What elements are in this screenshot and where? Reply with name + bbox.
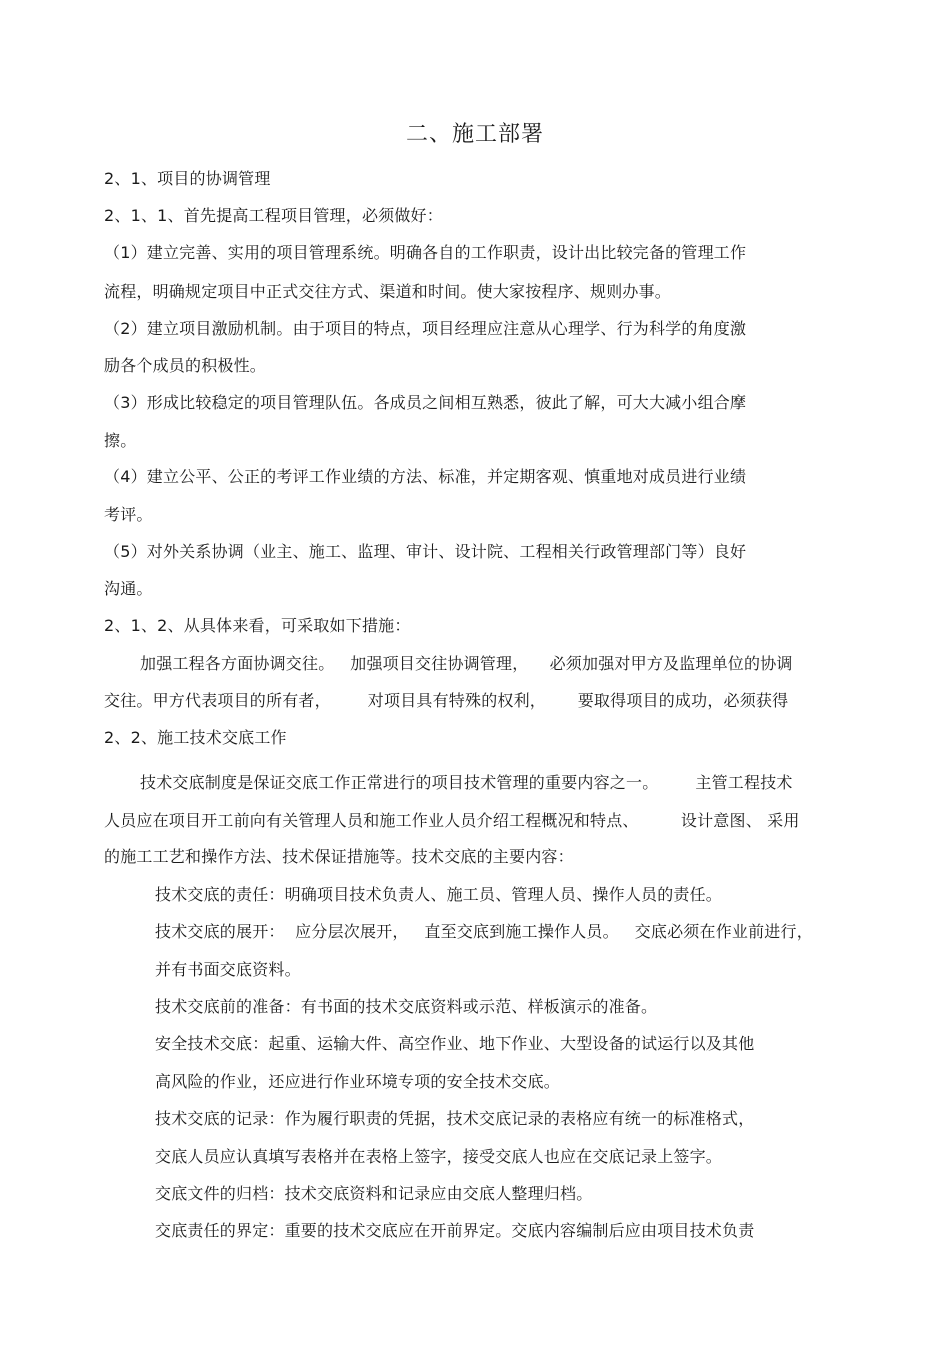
- heading-2-1-1: 2、1、1、首先提高工程项目管理，必须做好：: [104, 206, 443, 225]
- list-item: 技术交底的记录：作为履行职责的凭据，技术交底记录的表格应有统一的标准格式，: [155, 1109, 755, 1128]
- paragraph-line: （4）建立公平、公正的考评工作业绩的方法、标准，并定期客观、慎重地对成员进行业绩: [104, 467, 747, 486]
- paragraph-line: 擦。: [104, 431, 137, 450]
- list-item: 技术交底的展开： 应分层次展开， 直至交底到施工操作人员。 交底必须在作业前进行，: [155, 922, 813, 941]
- paragraph-line: 沟通。: [104, 579, 153, 598]
- paragraph-line: 技术交底制度是保证交底工作正常进行的项目技术管理的重要内容之一。 主管工程技术: [140, 773, 793, 792]
- list-item-continuation: 并有书面交底资料。: [155, 960, 301, 979]
- list-item-continuation: 高风险的作业，还应进行作业环境专项的安全技术交底。: [155, 1072, 561, 1091]
- list-item: 技术交底的责任：明确项目技术负责人、施工员、管理人员、操作人员的责任。: [155, 885, 723, 904]
- paragraph-line: 励各个成员的积极性。: [104, 356, 267, 375]
- paragraph-line: 加强工程各方面协调交往。 加强项目交往协调管理， 必须加强对甲方及监理单位的协调: [140, 654, 793, 673]
- heading-2-1: 2、1、项目的协调管理: [104, 169, 271, 188]
- heading-2-2: 2、2、施工技术交底工作: [104, 728, 287, 747]
- list-item: 技术交底前的准备：有书面的技术交底资料或示范、样板演示的准备。: [155, 997, 658, 1016]
- list-item: 交底责任的界定：重要的技术交底应在开前界定。交底内容编制后应由项目技术负责: [155, 1221, 755, 1240]
- paragraph-line: （2）建立项目激励机制。由于项目的特点，项目经理应注意从心理学、行为科学的角度激: [104, 319, 747, 338]
- paragraph-line: 流程，明确规定项目中正式交往方式、渠道和时间。使大家按程序、规则办事。: [104, 282, 672, 301]
- section-title: 二、施工部署: [405, 122, 544, 147]
- paragraph-line: 考评。: [104, 505, 153, 524]
- paragraph-line: （1）建立完善、实用的项目管理系统。明确各自的工作职责，设计出比较完备的管理工作: [104, 243, 747, 262]
- list-item: 安全技术交底：起重、运输大件、高空作业、地下作业、大型设备的试运行以及其他: [155, 1034, 755, 1053]
- list-item: 交底文件的归档：技术交底资料和记录应由交底人整理归档。: [155, 1184, 593, 1203]
- list-item-continuation: 交底人员应认真填写表格并在表格上签字，接受交底人也应在交底记录上签字。: [155, 1147, 723, 1166]
- paragraph-line: 交往。甲方代表项目的所有者， 对项目具有特殊的权利， 要取得项目的成功，必须获得: [104, 691, 789, 710]
- paragraph-line: （5）对外关系协调（业主、施工、监理、审计、设计院、工程相关行政管理部门等）良好: [104, 542, 747, 561]
- heading-2-1-2: 2、1、2、从具体来看，可采取如下措施：: [104, 616, 411, 635]
- paragraph-line: 人员应在项目开工前向有关管理人员和施工作业人员介绍工程概况和特点、 设计意图、 采用: [104, 811, 800, 830]
- paragraph-line: （3）形成比较稳定的项目管理队伍。各成员之间相互熟悉，彼此了解，可大大减小组合摩: [104, 393, 747, 412]
- paragraph-line: 的施工工艺和操作方法、技术保证措施等。技术交底的主要内容：: [104, 847, 574, 866]
